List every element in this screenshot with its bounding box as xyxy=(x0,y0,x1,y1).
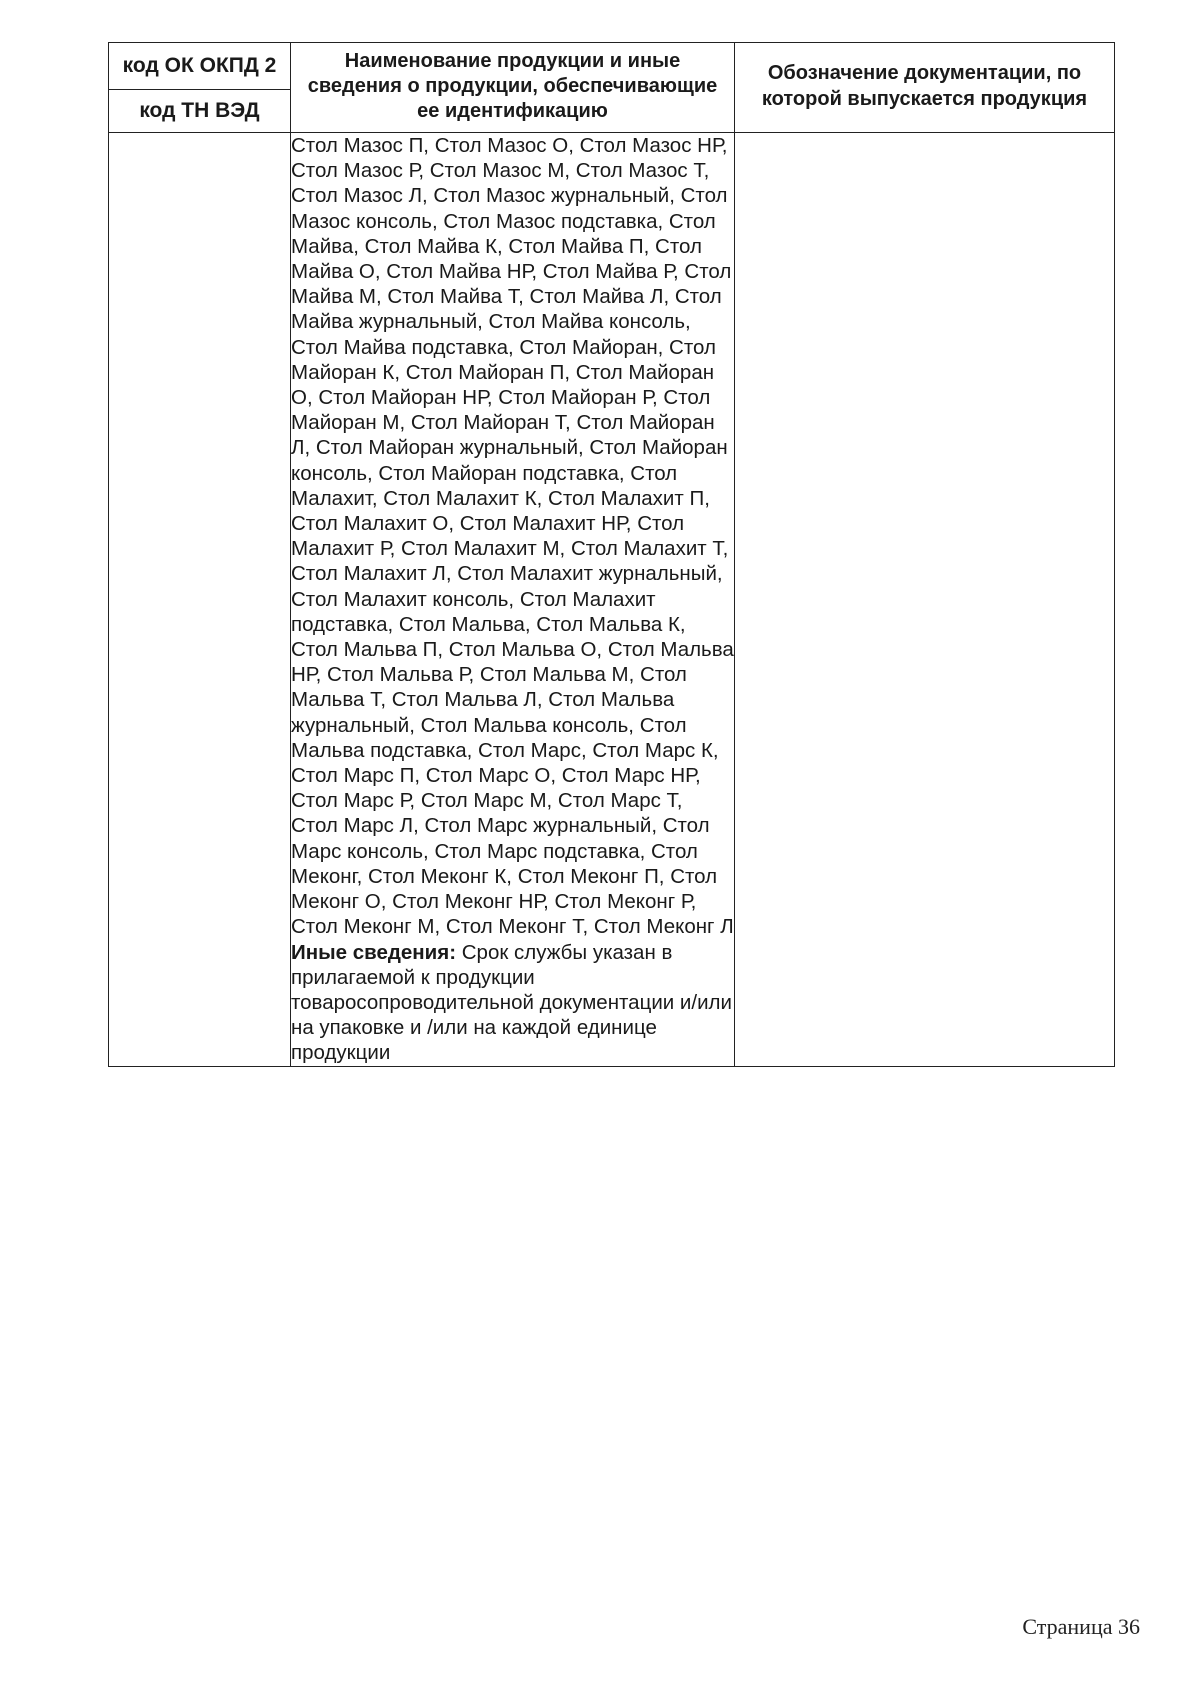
header-documentation: Обозначение документации, по которой выпускается продукция xyxy=(761,62,1088,110)
header-tnved-code: код ТН ВЭД xyxy=(139,99,260,122)
header-okpd-code: код ОК ОКПД 2 xyxy=(109,43,290,90)
header-codes-cell xyxy=(109,43,291,133)
product-list: Стол Мазос П, Стол Мазос О, Стол Мазос НР, Стол Мазос Р, Стол Мазос М, Стол Мазос Т, Стол Мазос Л, Стол Мазос журнальный, Стол Мазос консоль, Стол Мазос подставка, Стол Майва, Стол Майва К, Стол Майва П, Стол Майва О, Стол Майва НР, Стол Майва Р, Стол Майва М, Стол Майва Т, Стол Майва Л, Стол Майва журнальный, Стол Майва консоль, Стол Майва подставка, Стол Майоран, Стол Майоран К, Стол Майоран П, Стол Майоран О, Стол Майоран НР, Стол Майоран Р, Стол Майоран М, Стол Майоран Т, Стол Майоран Л, Стол Майоран журнальный, Стол Майоран консоль, Стол Майоран подставка, Стол Малахит, Стол Малахит К, Стол Малахит П, Стол Малахит О, Стол Малахит НР, Стол Малахит Р, Стол Малахит М, Стол Малахит Т, Стол Малахит Л, Стол Малахит журнальный, Стол Малахит консоль, Стол Малахит подставка, Стол Мальва, Стол Мальва К, Стол Мальва П, Стол Мальва О, Стол Мальва НР, Стол Мальва Р, Стол Мальва М, Стол Мальва Т, Стол Мальва Л, Стол Мальва журнальный, Стол Мальва консоль, Стол Мальва подставка, Стол Марс, Стол Марс К, Стол Марс П, Стол Марс О, Стол Марс НР, Стол Марс Р, Стол Марс М, Стол Марс Т, Стол Марс Л, Стол Марс журнальный, Стол Марс консоль, Стол Марс подставка, Стол Меконг, Стол Меконг К, Стол Меконг П, Стол Меконг О, Стол Меконг НР, Стол Меконг Р, Стол Меконг М, Стол Меконг Т, Стол Меконг Л xyxy=(291,134,734,939)
table-header-row xyxy=(109,43,1115,133)
row-codes-cell xyxy=(109,133,291,1067)
header-documentation-cell xyxy=(735,43,1115,133)
header-product-name-cell xyxy=(291,43,735,133)
page-number: Страница 36 xyxy=(1022,1614,1140,1639)
table-row xyxy=(109,133,1115,1067)
other-info-text: Срок службы указан в прилагаемой к продукции товаросопроводительной документации и/или на упаковке и /или на каждой единице продукции xyxy=(291,940,732,1065)
other-info-label: Иные сведения: xyxy=(291,940,457,964)
row-documentation-cell xyxy=(735,133,1115,1067)
products-table xyxy=(108,42,1115,1067)
row-products-cell xyxy=(291,133,735,1067)
header-product-name: Наименование продукции и иные сведения о продукции, обеспечивающие ее идентификацию xyxy=(307,50,718,122)
